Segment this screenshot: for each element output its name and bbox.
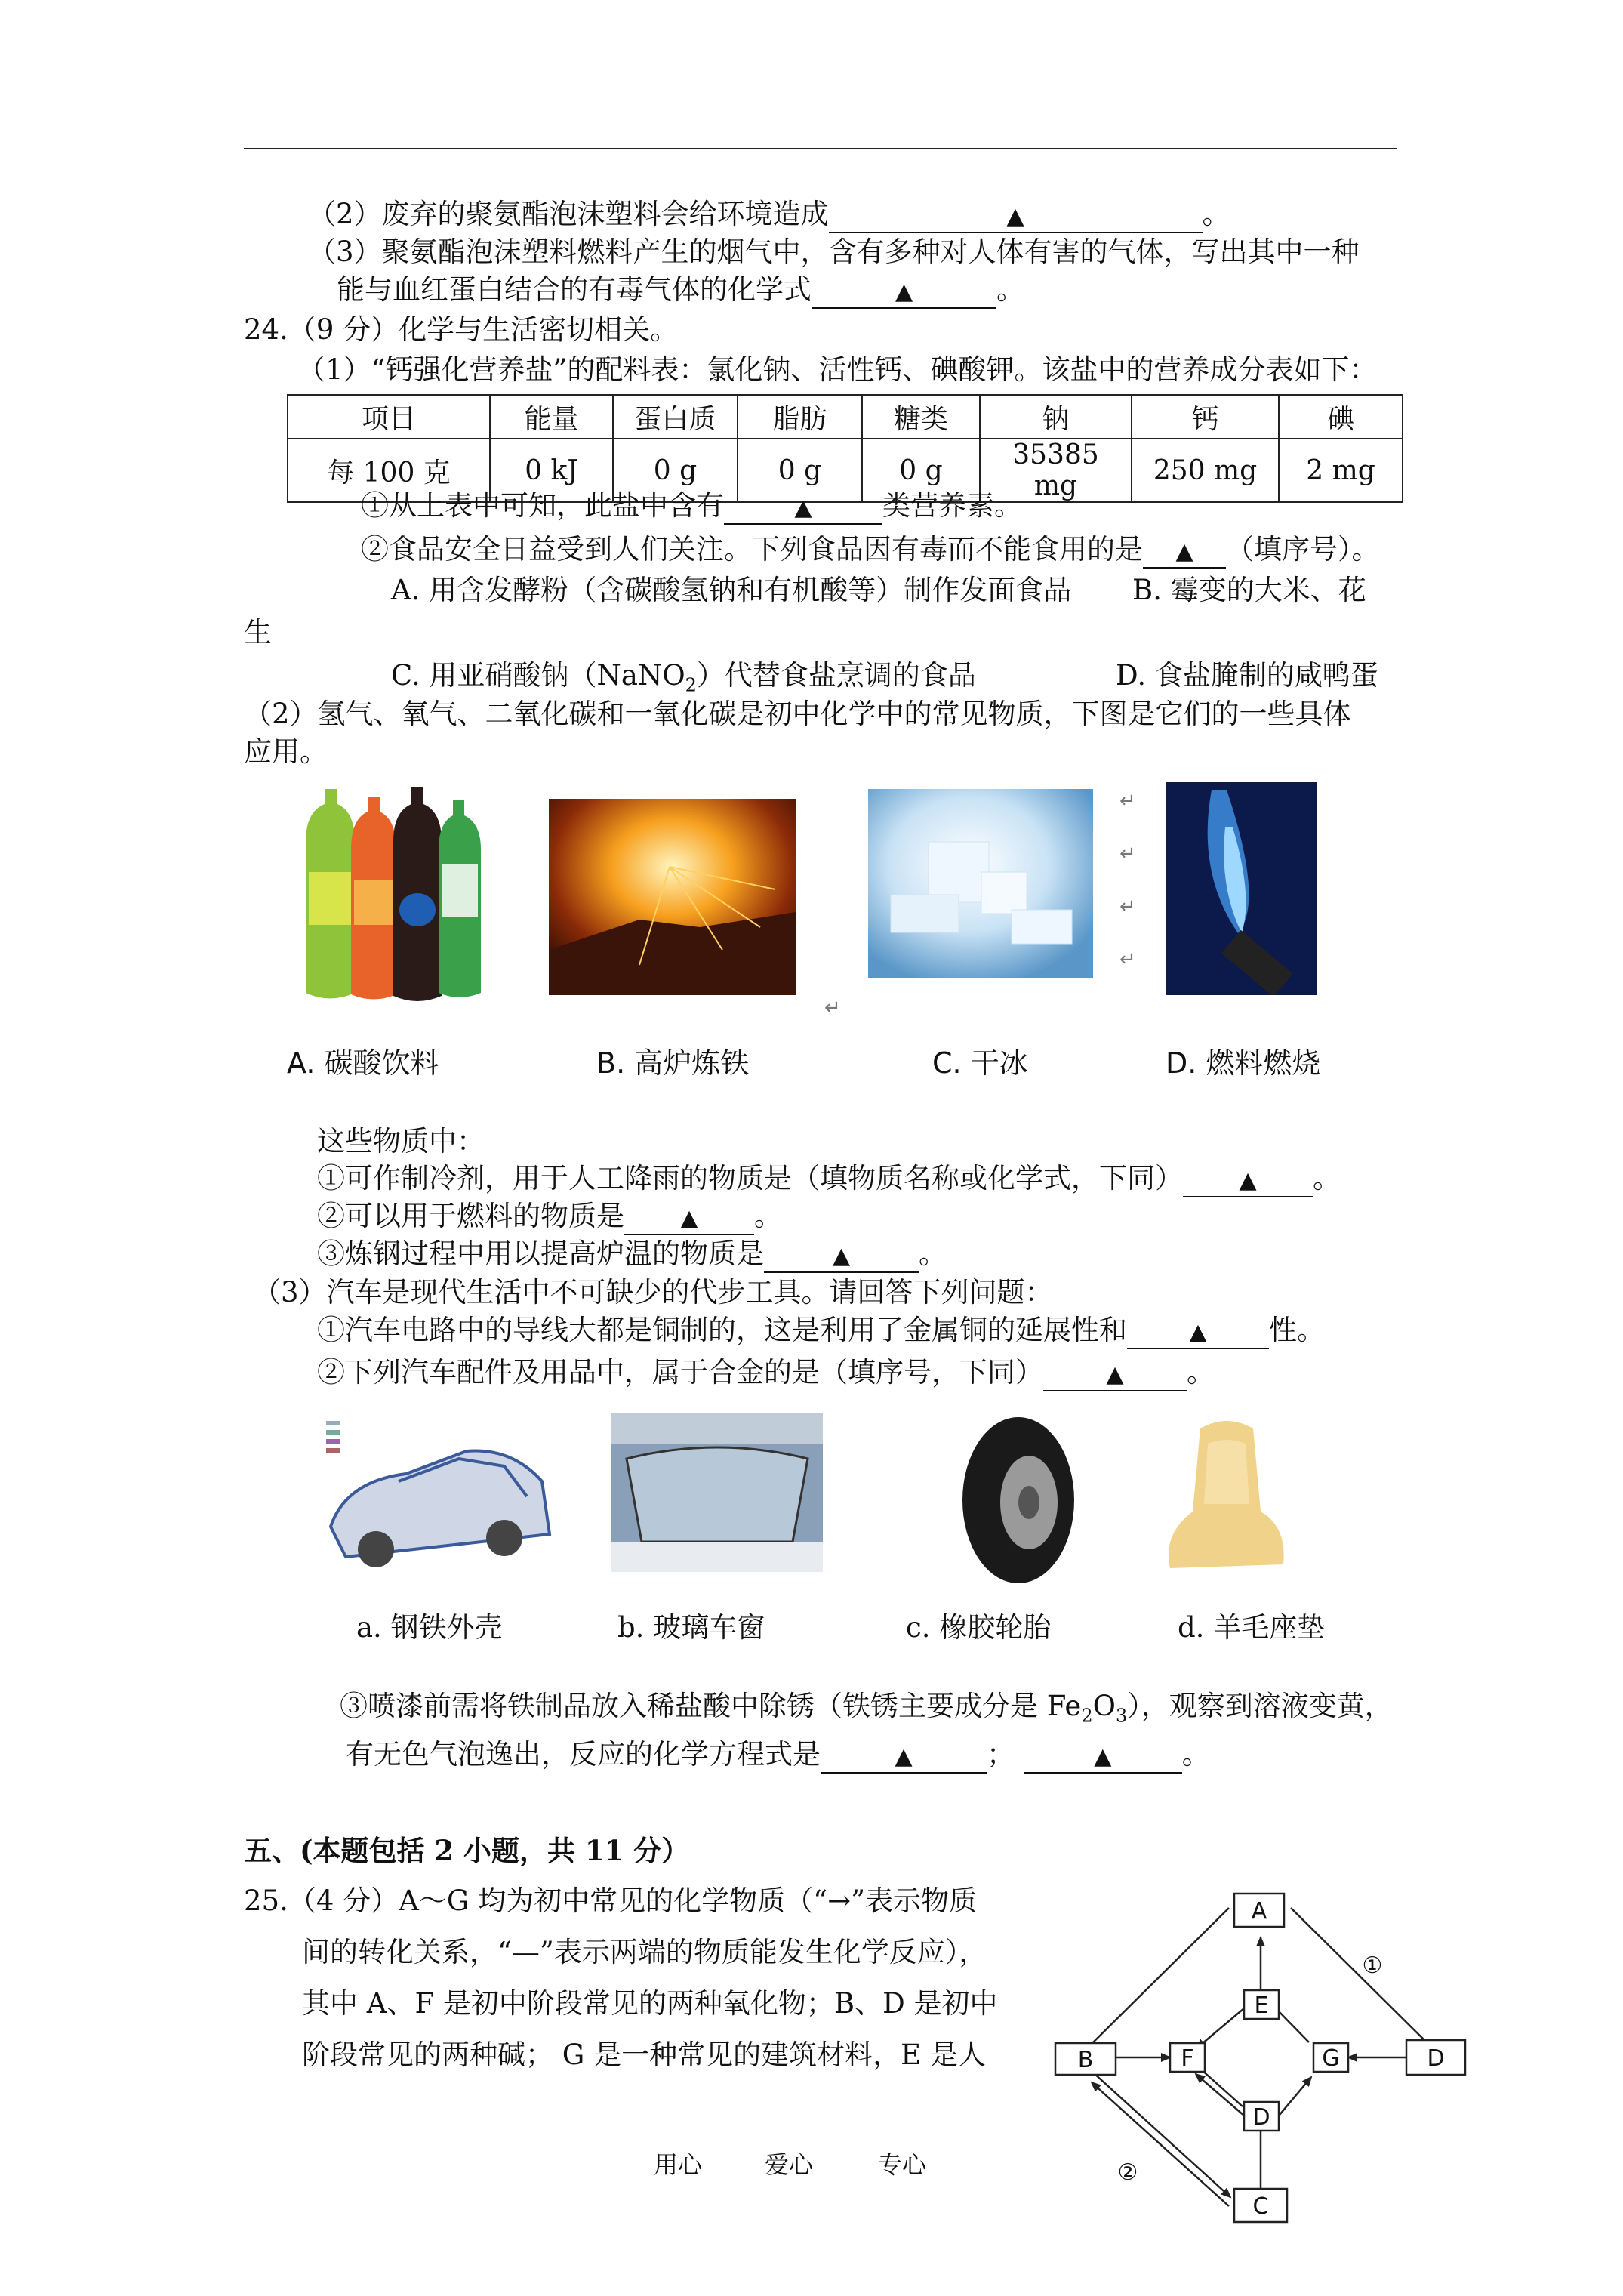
table-cell: 蛋白质	[613, 395, 738, 439]
node-C: C	[1252, 2193, 1269, 2220]
table-cell: 钙	[1132, 395, 1279, 439]
table-cell: 糖类	[862, 395, 980, 439]
table-cell: 每 100 克	[288, 439, 490, 502]
q24-c3-line2: 有无色气泡逸出，反应的化学方程式是 ▲ ； ▲ 。	[346, 1737, 1210, 1774]
table-cell: 35385 mg	[980, 439, 1132, 502]
table-cell: 0 kJ	[490, 439, 613, 502]
car-windshield-image	[611, 1413, 823, 1572]
footer-word-1: 用心	[654, 2150, 703, 2179]
node-B: B	[1077, 2047, 1094, 2073]
rubber-tire-image	[957, 1413, 1079, 1587]
q24-c3-line1: ③喷漆前需将铁制品放入稀盐酸中除锈（铁锈主要成分是 $Fe_2O_3$），观察到溶液变黄，	[340, 1690, 1393, 1727]
q24-p2-line2: 应用。	[244, 735, 328, 768]
header-rule	[244, 148, 1397, 149]
q24-optB-cont: 生	[244, 616, 272, 649]
table-cell: 能量	[490, 395, 613, 439]
nutrition-table	[287, 394, 1403, 503]
section5-title: 五、(本题包括 2 小题，共 11 分）	[244, 1834, 690, 1867]
q24-s3: ③炼钢过程中用以提高炉温的物质是 ▲ 。	[317, 1236, 947, 1273]
label-circle-2: ②	[1117, 2159, 1138, 2186]
return-mark: ↵	[1119, 895, 1136, 918]
dry-ice-image	[868, 789, 1093, 978]
table-cell: 250 mg	[1132, 439, 1279, 502]
footer-word-2: 爱心	[765, 2150, 814, 2179]
q23-line3: （3）聚氨酯泡沫塑料燃料产生的烟气中，含有多种对人体有害的气体，写出其中一种	[308, 236, 1360, 268]
table-cell: 脂肪	[738, 395, 862, 439]
q24-q2: ②食品安全日益受到人们关注。下列食品因有毒而不能食用的是 ▲ （填序号）。	[361, 532, 1380, 569]
node-D-center: D	[1252, 2104, 1270, 2131]
relation-diagram	[1049, 1888, 1472, 2265]
node-F: F	[1181, 2045, 1194, 2072]
table-cell: 2 mg	[1279, 439, 1403, 502]
car-body-image	[316, 1413, 559, 1578]
q25-line1: 25.（4 分）A～G 均为初中常见的化学物质（“→”表示物质	[244, 1885, 978, 1917]
table-cell: 0 g	[613, 439, 738, 502]
q23-line2: （2）废弃的聚氨酯泡沫塑料会给环境造成 ▲ 。	[308, 196, 1230, 233]
q24-p2-line1: （2）氢气、氧气、二氧化碳和一氧化碳是初中化学中的常见物质，下图是它们的一些具体	[244, 698, 1351, 730]
return-mark: ↵	[1119, 948, 1136, 971]
wool-seat-cushion-image	[1155, 1413, 1295, 1583]
q24-s2: ②可以用于燃料的物质是 ▲ 。	[317, 1198, 782, 1235]
q25-line4: 阶段常见的两种碱； G 是一种常见的建筑材料，E 是人	[302, 2039, 986, 2071]
q24-c1: ①汽车电路中的导线大都是铜制的，这是利用了金属铜的延展性和 ▲ 性。	[317, 1312, 1325, 1349]
q25-line3: 其中 A、F 是初中阶段常见的两种氧化物；B、D 是初中	[302, 1987, 998, 2020]
caption-soda: A. 碳酸饮料	[287, 1046, 439, 1080]
node-D-right: D	[1427, 2045, 1445, 2072]
return-mark: ↵	[1119, 843, 1136, 865]
q24-p3: （3）汽车是现代生活中不可缺少的代步工具。请回答下列问题：	[253, 1276, 1053, 1308]
q24-title: 24.（9 分）化学与生活密切相关。	[244, 313, 679, 346]
label-circle-1: ①	[1362, 1952, 1383, 1979]
q24-c2: ②下列汽车配件及用品中，属于合金的是（填序号，下同） ▲ 。	[317, 1354, 1215, 1391]
node-A: A	[1251, 1898, 1267, 1925]
q24-optA: A. 用含发酵粉（含碳酸氢钠和有机酸等）制作发面食品	[391, 574, 1072, 606]
caption-fuel: D. 燃料燃烧	[1166, 1046, 1321, 1080]
q24-optB: B. 霉变的大米、花	[1132, 574, 1366, 606]
q24-optC: C. 用亚硝酸钠（NaNO$_2$）代替食盐烹调的食品	[391, 659, 976, 696]
table-cell: 0 g	[862, 439, 980, 502]
fuel-flame-image	[1166, 782, 1317, 995]
caption-glass-window: b. 玻璃车窗	[617, 1611, 765, 1644]
caption-furnace: B. 高炉炼铁	[596, 1046, 750, 1080]
caption-rubber-tire: c. 橡胶轮胎	[906, 1611, 1052, 1644]
return-mark: ↵	[824, 997, 841, 1019]
footer-word-3: 专心	[878, 2150, 927, 2179]
q24-q1: ①从上表中可知，此盐中含有 ▲ 类营养素。	[361, 488, 1022, 525]
node-E: E	[1254, 1992, 1269, 2019]
q24-s1: ①可作制冷剂，用于人工降雨的物质是（填物质名称或化学式，下同） ▲ 。	[317, 1160, 1341, 1197]
caption-steel-shell: a. 钢铁外壳	[356, 1611, 503, 1644]
table-cell: 项目	[288, 395, 490, 439]
node-G: G	[1322, 2045, 1340, 2072]
caption-wool-cushion: d. 羊毛座垫	[1178, 1611, 1326, 1644]
q23-line4: 能与血红蛋白结合的有毒气体的化学式 ▲ 。	[337, 272, 1024, 309]
table-cell: 0 g	[738, 439, 862, 502]
q24-among: 这些物质中：	[317, 1125, 485, 1157]
return-mark: ↵	[1119, 790, 1136, 812]
blast-furnace-image	[549, 799, 796, 995]
q24-p1: （1）“钙强化营养盐”的配料表：氯化钠、活性钙、碘酸钾。该盐中的营养成分表如下：	[297, 353, 1378, 386]
table-header-row	[288, 395, 1403, 439]
table-cell: 碘	[1279, 395, 1403, 439]
q25-line2: 间的转化关系，“—”表示两端的物质能发生化学反应），	[302, 1936, 987, 1968]
caption-dry-ice: C. 干冰	[932, 1046, 1028, 1080]
table-cell: 钠	[980, 395, 1132, 439]
q24-optD: D. 食盐腌制的咸鸭蛋	[1116, 659, 1378, 692]
soda-bottles-image	[291, 781, 494, 1008]
